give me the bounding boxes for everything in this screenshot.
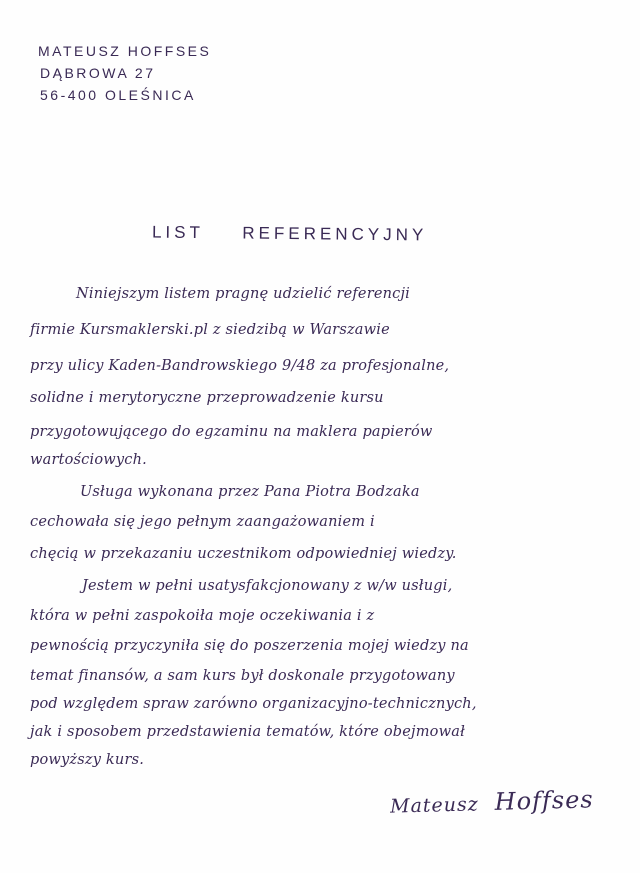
body-line: powyższy kurs. (30, 752, 145, 768)
sender-address (38, 40, 211, 106)
body-line: solidne i merytoryczne przeprowadzenie kursu (30, 390, 384, 406)
body-line: pewnością przyczyniła się do poszerzenia mojej wiedzy na (30, 638, 469, 654)
sender-street: DĄBROWA 27 (40, 65, 156, 81)
body-line: chęcią w przekazaniu uczestnikom odpowiedniej wiedzy. (30, 546, 457, 562)
letter-title: LIST REFERENCYJNY (151, 222, 428, 245)
signature-last-name: Hoffses (494, 785, 595, 816)
body-line: Jestem w pełni usatysfakcjonowany z w/w usługi, (82, 578, 453, 594)
sender-city: 56-400 OLEŚNICA (40, 87, 196, 103)
body-line: cechowała się jego pełnym zaangażowaniem i (30, 514, 375, 530)
body-line: przy ulicy Kaden-Bandrowskiego 9/48 za profesjonalne, (30, 358, 450, 374)
sender-name: MATEUSZ HOFFSES (38, 43, 212, 59)
body-line: temat finansów, a sam kurs był doskonale przygotowany (30, 668, 455, 684)
body-line: przygotowującego do egzaminu na maklera papierów (30, 424, 433, 440)
body-line: wartościowych. (30, 452, 147, 468)
body-line: firmie Kursmaklerski.pl z siedzibą w Warszawie (30, 322, 390, 338)
body-line: Usługa wykonana przez Pana Piotra Bodzaka (80, 484, 420, 500)
body-line: pod względem spraw zarówno organizacyjno-technicznych, (30, 696, 477, 712)
signature-first-name: Mateusz (389, 793, 480, 818)
body-line: jak i sposobem przedstawienia tematów, które obejmował (30, 724, 465, 740)
body-line: Niniejszym listem pragnę udzielić referencji (76, 286, 411, 302)
signature (390, 785, 594, 818)
body-line: która w pełni zaspokoiła moje oczekiwania i z (30, 608, 375, 624)
